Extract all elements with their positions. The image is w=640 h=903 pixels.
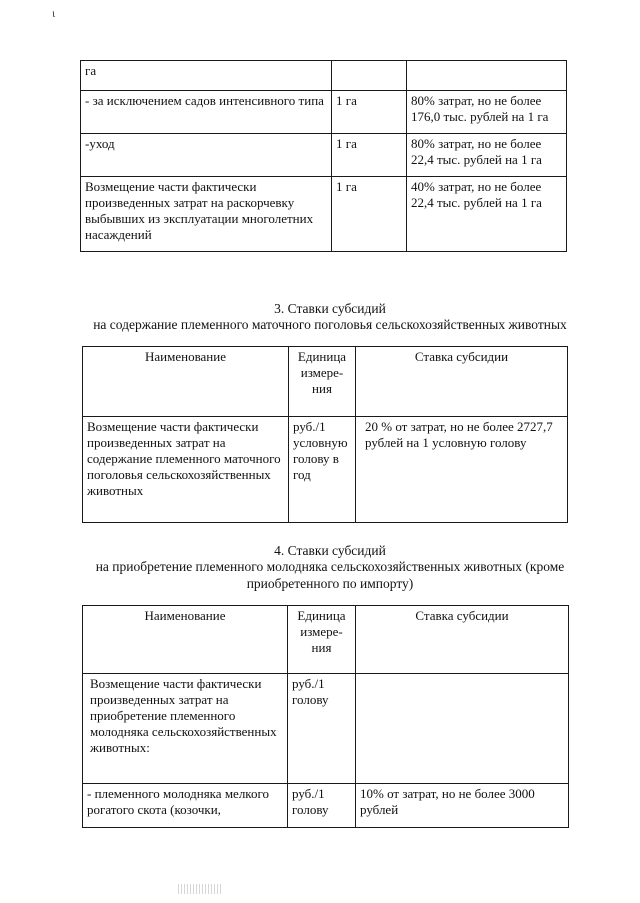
table-row (83, 784, 569, 828)
section-3-title: 3. Ставки субсидий (274, 301, 386, 316)
cell-name: -уход (81, 134, 332, 177)
cell-rate: 20 % от затрат, но не более 2727,7 рублей на 1 условную голову (356, 417, 568, 523)
cell-name: Возмещение части фактически произведенных затрат на содержание племенного маточного поголовья сельскохозяйственных животных (83, 417, 289, 523)
header-unit: Единица измере-ния (289, 347, 356, 417)
corner-mark: ι (52, 6, 56, 20)
cell-name: Возмещение части фактически произведенных затрат на приобретение племенного молодняка сельскохозяйственных животных: (83, 674, 288, 784)
cell-name: Возмещение части фактически произведенных затрат на раскорчевку выбывших из эксплуатации многолетних насаждений (81, 177, 332, 252)
section-4-title: 4. Ставки субсидий (274, 543, 386, 558)
table-row (83, 417, 568, 523)
table-header-row (83, 606, 569, 674)
table-row (81, 134, 567, 177)
cell-unit (332, 61, 407, 91)
section-3-subtitle: на содержание племенного маточного поголовья сельскохозяйственных животных (93, 317, 567, 332)
cell-rate: 80% затрат, но не более 22,4 тыс. рублей на 1 га (407, 134, 567, 177)
table-orchard-rates (80, 60, 567, 252)
cell-unit: руб./1 голову (288, 784, 356, 828)
cell-rate: 40% затрат, но не более 22,4 тыс. рублей на 1 га (407, 177, 567, 252)
cell-name: - за исключением садов интенсивного типа (81, 91, 332, 134)
header-name: Наименование (83, 347, 289, 417)
cell-rate (356, 674, 569, 784)
header-rate: Ставка субсидии (356, 347, 568, 417)
cell-unit: 1 га (332, 134, 407, 177)
cell-unit: руб./1 голову (288, 674, 356, 784)
cell-rate (407, 61, 567, 91)
table-row (81, 61, 567, 91)
header-unit: Единица измере-ния (288, 606, 356, 674)
table-row (83, 674, 569, 784)
table-header-row (83, 347, 568, 417)
scan-artifact (178, 884, 222, 894)
header-name: Наименование (83, 606, 288, 674)
cell-unit: 1 га (332, 91, 407, 134)
cell-name: - племенного молодняка мелкого рогатого скота (козочки, (83, 784, 288, 828)
cell-rate: 10% от затрат, но не более 3000 рублей (356, 784, 569, 828)
cell-unit: 1 га (332, 177, 407, 252)
cell-name: га (81, 61, 332, 91)
table-row (81, 91, 567, 134)
cell-unit: руб./1 условную голову в год (289, 417, 356, 523)
cell-rate: 80% затрат, но не более 176,0 тыс. рублей на 1 га (407, 91, 567, 134)
table-breeding-stock (82, 346, 568, 523)
header-rate: Ставка субсидии (356, 606, 569, 674)
table-young-stock (82, 605, 569, 828)
section-4-subtitle: на приобретение племенного молодняка сельскохозяйственных животных (кроме приобретенного по импорту) (95, 559, 565, 591)
table-row (81, 177, 567, 252)
